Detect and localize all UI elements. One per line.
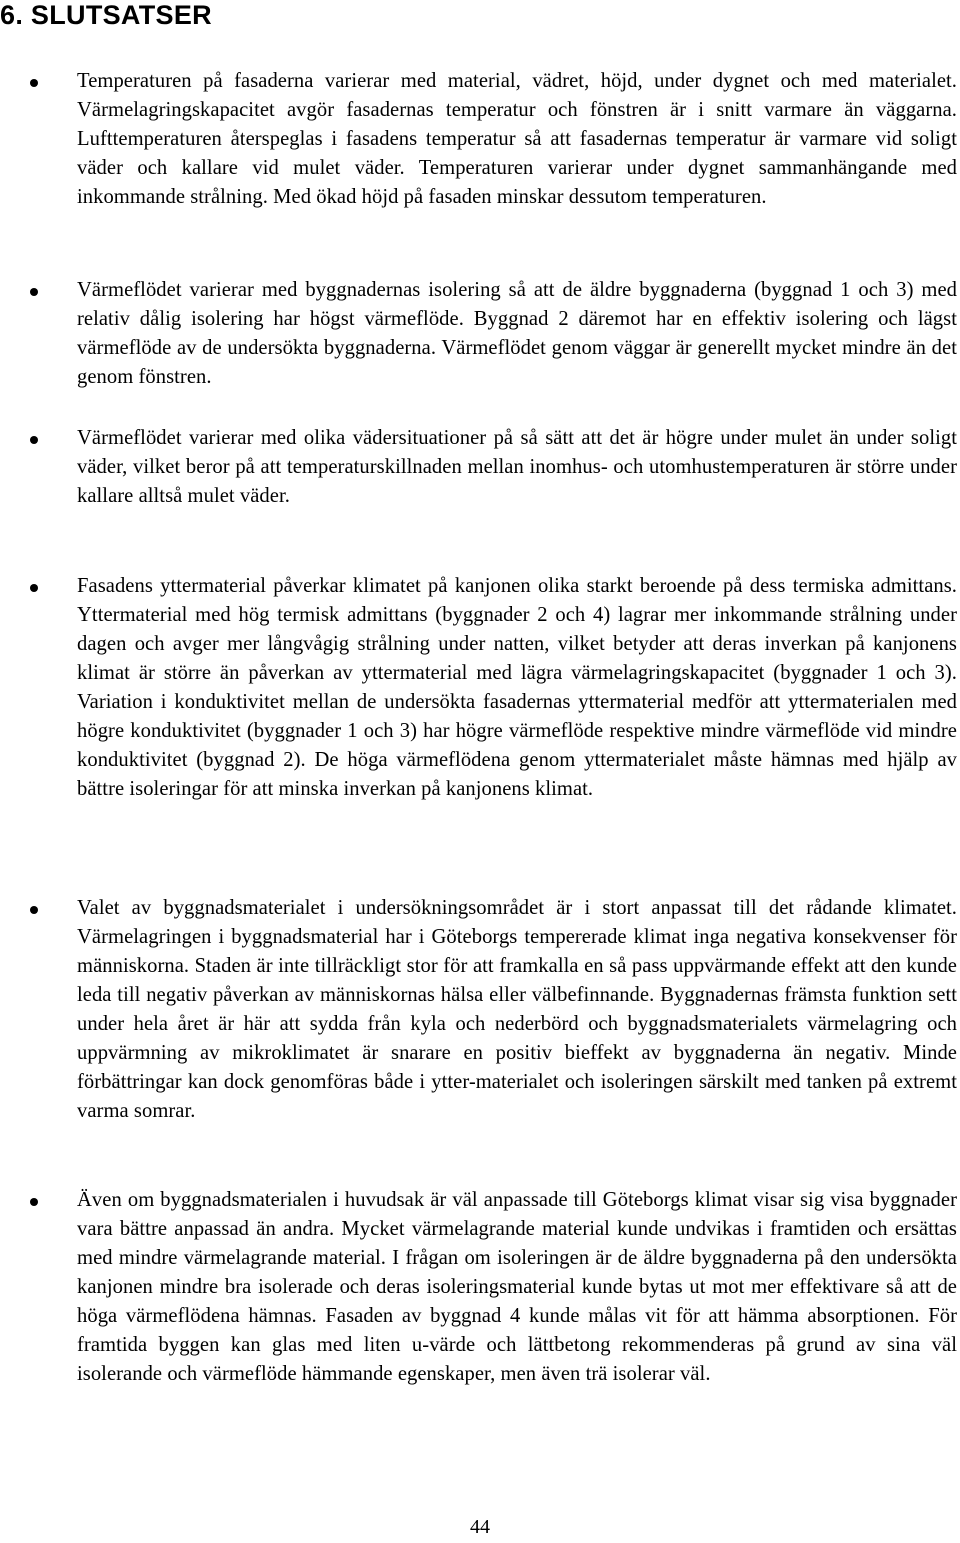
- page-number: 44: [470, 1516, 490, 1538]
- bullet-dot-icon: [30, 79, 38, 87]
- bullet-text: Temperaturen på fasaderna varierar med material, vädret, höjd, under dygnet och med materialet. Värmelagringskapacitet avgör fasadernas temperatur och fönstren är i snitt varmare än väggarna. Lufttemperaturen återspeglas i fasadens temperatur så att fasadernas temperatur är varmare vid soligt väder och kallare vid mulet väder. Temperaturen varierar under dygnet sammanhängande med inkommande strålning. Med ökad höjd på fasaden minskar dessutom temperaturen.: [77, 70, 957, 208]
- bullet-text: Värmeflödet varierar med olika vädersituationer på så sätt att det är högre under mulet än under soligt väder, vilket beror på att temperaturskillnaden mellan inomhus- och utomhustemperaturen är större under kallare alltså mulet väder.: [77, 427, 957, 507]
- bullet-text: Värmeflödet varierar med byggnadernas isolering så att de äldre byggnaderna (byggnad 1 och 3) med relativ dålig isolering har högst värmeflöde. Byggnad 2 däremot har en effektiv isolering och lägst värmeflöde av de undersökta byggnaderna. Värmeflödet genom väggar är generellt mycket mindre än det genom fönstren.: [77, 279, 957, 388]
- bullet-dot-icon: [30, 1198, 38, 1206]
- section-heading: 6. SLUTSATSER: [0, 0, 212, 30]
- bullet-text: Även om byggnadsmaterialen i huvudsak är väl anpassade till Göteborgs klimat visar sig visa byggnader vara bättre anpassad än andra. Mycket värmelagrande material kunde undvikas i framtiden och ersättas med mindre värmelagrande material. I frågan om isoleringen är de äldre byggnaderna på den undersökta kanjonen mindre bra isolerade och deras isoleringsmaterial kunde bytas ut mot mer effektivare så att de höga värmeflödena hämnas. Fasaden av byggnad 4 kunde målas vit för att hämma absorptionen. För framtida byggen kan glas med liten u-värde och lättbetong rekommenderas på grund av sina väl isolerande och värmeflöde hämmande egenskaper, men även trä isolerar väl.: [77, 1189, 957, 1385]
- bullet-dot-icon: [30, 584, 38, 592]
- bullet-text: Valet av byggnadsmaterialet i undersökningsområdet är i stort anpassat till det rådande klimatet. Värmelagringen i byggnadsmaterial har i Göteborgs tempererade klimat inga negativa konsekvenser för människorna. Staden är inte tillräckligt stor för att framkalla en så pass uppvärmande effekt att den kunde leda till negativ påverkan av människornas hälsa eller välbefinnande. Byggnadernas främsta funktion sett under hela året är här att sydda från kyla och nederbörd och byggnadsmaterialets värmelagring och uppvärmning av mikroklimatet är snarare en positiv bieffekt av byggnaderna än negativ. Minde förbättringar kan dock genomföras både i ytter-materialet och isoleringen särskilt med tanken på extremt varma somrar.: [77, 897, 957, 1122]
- bullet-dot-icon: [30, 288, 38, 296]
- bullet-dot-icon: [30, 906, 38, 914]
- bullet-dot-icon: [30, 436, 38, 444]
- bullet-text: Fasadens yttermaterial påverkar klimatet på kanjonen olika starkt beroende på dess termiska admittans. Yttermaterial med hög termisk admittans (byggnader 2 och 4) lagrar mer inkommande strålning under dagen och avger mer långvågig strålning under natten, vilket betyder att deras inverkan på kanjonens klimat är större än påverkan av yttermaterial med lägra värmelagringskapacitet (byggnader 1 och 3). Variation i konduktivitet mellan de undersökta fasadernas yttermaterial medför att yttermaterialen med högre konduktivitet (byggnader 1 och 3) har högre värmeflöde respektive mindre värmeflöde vid mindre konduktivitet (byggnad 2). De höga värmeflödena genom yttermaterialet måste hämnas med hjälp av bättre isoleringar för att minska inverkan på kanjonens klimat.: [77, 575, 957, 800]
